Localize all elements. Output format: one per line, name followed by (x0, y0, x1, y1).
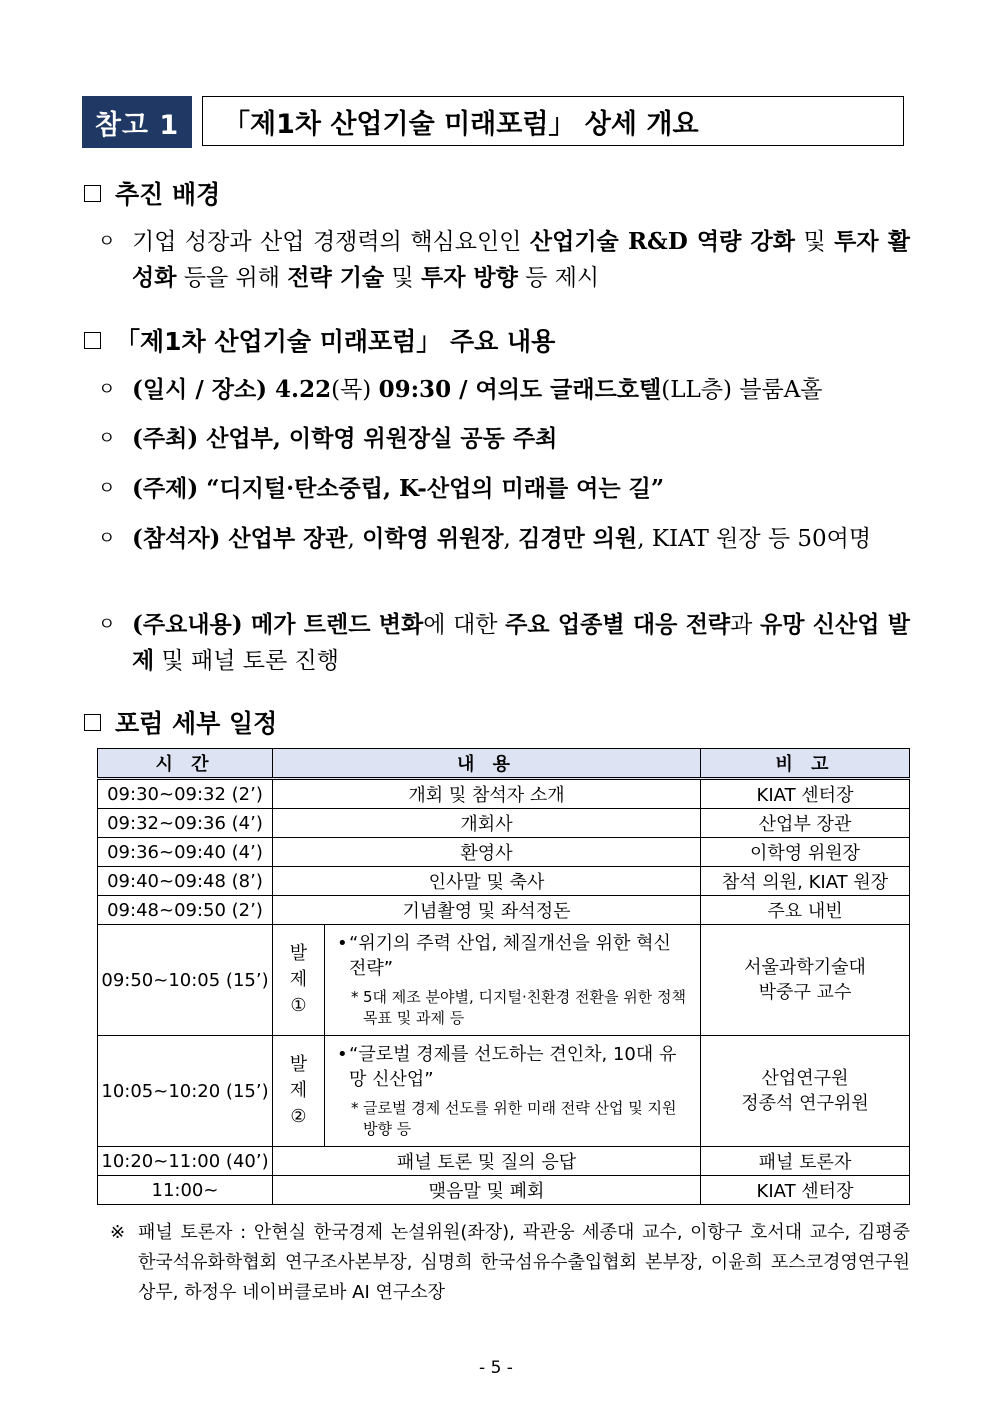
presenter-name: 정종석 연구위원 (741, 1093, 869, 1114)
table-row (98, 1147, 910, 1176)
presentation-subtext-text: 5대 제조 분야별, 디지털·친환경 전환을 위한 정책 목표 및 과제 등 (363, 988, 686, 1027)
emphasis-text: (참석자) 산업부 장관 (132, 525, 348, 552)
panel-footnote (110, 1218, 910, 1308)
emphasis-text: 김경만 의원 (518, 525, 638, 552)
emphasis-text: 유망 신산업 발제 (132, 611, 911, 674)
note-cell: 참석 의원, KIAT 원장 (701, 867, 910, 896)
content-cell: 기념촬영 및 좌석정돈 (273, 896, 701, 925)
emphasis-text: 주요 업종별 대응 전략 (505, 611, 731, 638)
dot-bullet-icon: • (337, 933, 348, 954)
bullet-text (132, 471, 910, 507)
bullet-text (132, 521, 910, 557)
presentation-title-text: “위기의 주력 산업, 체질개선을 위한 혁신 전략” (349, 933, 671, 979)
plain-text: 및 패널 토론 진행 (154, 648, 339, 674)
bullet-text (132, 372, 910, 408)
emphasis-text: (주제) “디지털·탄소중립, K-산업의 미래를 여는 길” (132, 475, 665, 502)
presentation-label-char: 제 (289, 1080, 308, 1101)
plain-text: , (503, 526, 519, 552)
column-header-note: 비 고 (701, 749, 910, 779)
presentation-number: ① (290, 995, 307, 1016)
plain-text: , (347, 526, 363, 552)
plain-text: 및 (794, 229, 835, 255)
presentation-detail (325, 1036, 701, 1147)
note-cell (701, 1036, 910, 1147)
plain-text: 과 (730, 612, 761, 638)
time-cell: 09:36~09:40 (4’) (98, 838, 273, 867)
emphasis-text: 투자 방향 (420, 264, 518, 291)
plain-text: 및 (384, 265, 421, 291)
note-cell (701, 925, 910, 1036)
emphasis-text: (일시 / 장소) 4.22 (132, 376, 332, 403)
main-bullet-host (98, 421, 910, 457)
footnote-text: 패널 토론자 : 안현실 한국경제 논설위원(좌장), 곽관웅 세종대 교수, 이항구 호서대 교수, 김평중 한국석유화학협회 연구조사본부장, 심명희 한국섬유수출입협회 본부장, 이윤희 포스코경영연구원 상무, 하정우 네이버클로바 AI 연구소장 (138, 1222, 910, 1303)
plain-text: 등 제시 (517, 265, 600, 291)
table-row (98, 1176, 910, 1205)
section-heading-text: 포럼 세부 일정 (115, 709, 278, 738)
section-heading-text: 추진 배경 (115, 180, 221, 209)
main-bullet-attendees (98, 521, 910, 557)
emphasis-text: 투자 활성화 (132, 228, 911, 291)
time-cell: 11:00~ (98, 1176, 273, 1205)
dot-bullet-icon: • (337, 1044, 348, 1065)
reference-mark-icon: ※ (110, 1222, 126, 1243)
presentation-row (98, 925, 910, 1036)
content-cell: 패널 토론 및 질의 응답 (273, 1147, 701, 1176)
presentation-label (273, 1036, 325, 1147)
presenter-name: 박중구 교수 (758, 982, 852, 1003)
schedule-table (97, 748, 910, 1205)
table-row (98, 838, 910, 867)
presenter-affiliation: 서울과학기술대 (744, 957, 866, 978)
table-row (98, 896, 910, 925)
asterisk-icon: * (351, 988, 359, 1006)
asterisk-icon: * (351, 1099, 359, 1117)
document-title: 「제1차 산업기술 미래포럼」 상세 개요 (202, 96, 904, 146)
presentation-title-text: “글로벌 경제를 선도하는 견인차, 10대 유망 신산업” (349, 1044, 677, 1090)
content-cell: 개회 및 참석자 소개 (273, 779, 701, 809)
section-heading-text: 「제1차 산업기술 미래포럼」 주요 내용 (115, 327, 556, 356)
presentation-detail (325, 925, 701, 1036)
circle-bullet-icon: ㅇ (98, 614, 116, 635)
note-cell: 패널 토론자 (701, 1147, 910, 1176)
reference-badge: 참고 1 (82, 96, 192, 148)
page-number: - 5 - (479, 1358, 513, 1378)
plain-text: 기업 성장과 산업 경쟁력의 핵심요인인 (132, 229, 530, 255)
plain-text: , KIAT 원장 등 50여명 (637, 526, 872, 552)
background-bullet (98, 224, 910, 296)
section-heading-background (84, 175, 220, 211)
emphasis-text: (주최) 산업부, 이학영 위원장실 공동 주최 (132, 425, 558, 452)
presentation-label (273, 925, 325, 1036)
square-bullet-icon (84, 332, 101, 349)
note-cell: 산업부 장관 (701, 809, 910, 838)
presentation-label-char: 발 (289, 943, 308, 964)
content-cell: 환영사 (273, 838, 701, 867)
bullet-text (132, 607, 910, 679)
circle-bullet-icon: ㅇ (98, 478, 116, 499)
presentation-label-char: 발 (289, 1054, 308, 1075)
circle-bullet-icon: ㅇ (98, 428, 116, 449)
main-bullet-datetime (98, 372, 910, 408)
circle-bullet-icon: ㅇ (98, 528, 116, 549)
table-header-row (98, 749, 910, 779)
circle-bullet-icon: ㅇ (98, 231, 116, 252)
section-heading-schedule (84, 704, 277, 740)
main-bullet-contents (98, 607, 910, 679)
column-header-content: 내 용 (273, 749, 701, 779)
presentation-title (337, 931, 692, 981)
emphasis-text: 이학영 위원장 (362, 525, 504, 552)
note-cell: KIAT 센터장 (701, 1176, 910, 1205)
presentation-subtext (337, 1098, 692, 1140)
presentation-subtext (337, 987, 692, 1029)
content-cell: 맺음말 및 폐회 (273, 1176, 701, 1205)
time-cell: 09:30~09:32 (2’) (98, 779, 273, 809)
section-heading-main (84, 322, 555, 358)
plain-text: (목) (331, 377, 379, 403)
bullet-text (132, 421, 910, 457)
time-cell: 09:50~10:05 (15’) (98, 925, 273, 1036)
time-cell: 09:32~09:36 (4’) (98, 809, 273, 838)
emphasis-text: 09:30 / 여의도 글래드호텔 (378, 376, 662, 403)
presentation-subtext-text: 글로벌 경제 선도를 위한 미래 전략 산업 및 지원 방향 등 (363, 1099, 677, 1138)
note-cell: 주요 내빈 (701, 896, 910, 925)
presentation-label-char: 제 (289, 969, 308, 990)
table-row (98, 779, 910, 809)
time-cell: 09:40~09:48 (8’) (98, 867, 273, 896)
plain-text: 등을 위해 (176, 265, 288, 291)
plain-text: (LL층) 블룸A홀 (661, 377, 823, 403)
presentation-title (337, 1042, 692, 1092)
main-bullet-theme (98, 471, 910, 507)
time-cell: 10:05~10:20 (15’) (98, 1036, 273, 1147)
content-cell: 개회사 (273, 809, 701, 838)
emphasis-text: (주요내용) 메가 트렌드 변화 (132, 611, 424, 638)
time-cell: 10:20~11:00 (40’) (98, 1147, 273, 1176)
presentation-number: ② (290, 1106, 307, 1127)
presentation-row (98, 1036, 910, 1147)
table-row (98, 867, 910, 896)
emphasis-text: 전략 기술 (287, 264, 385, 291)
column-header-time: 시 간 (98, 749, 273, 779)
presenter-affiliation: 산업연구원 (761, 1068, 849, 1089)
square-bullet-icon (84, 185, 101, 202)
bullet-text (132, 224, 910, 296)
note-cell: 이학영 위원장 (701, 838, 910, 867)
note-cell: KIAT 센터장 (701, 779, 910, 809)
content-cell: 인사말 및 축사 (273, 867, 701, 896)
time-cell: 09:48~09:50 (2’) (98, 896, 273, 925)
circle-bullet-icon: ㅇ (98, 379, 116, 400)
table-row (98, 809, 910, 838)
emphasis-text: 산업기술 R&D 역량 강화 (529, 228, 795, 255)
plain-text: 에 대한 (423, 612, 506, 638)
square-bullet-icon (84, 714, 101, 731)
